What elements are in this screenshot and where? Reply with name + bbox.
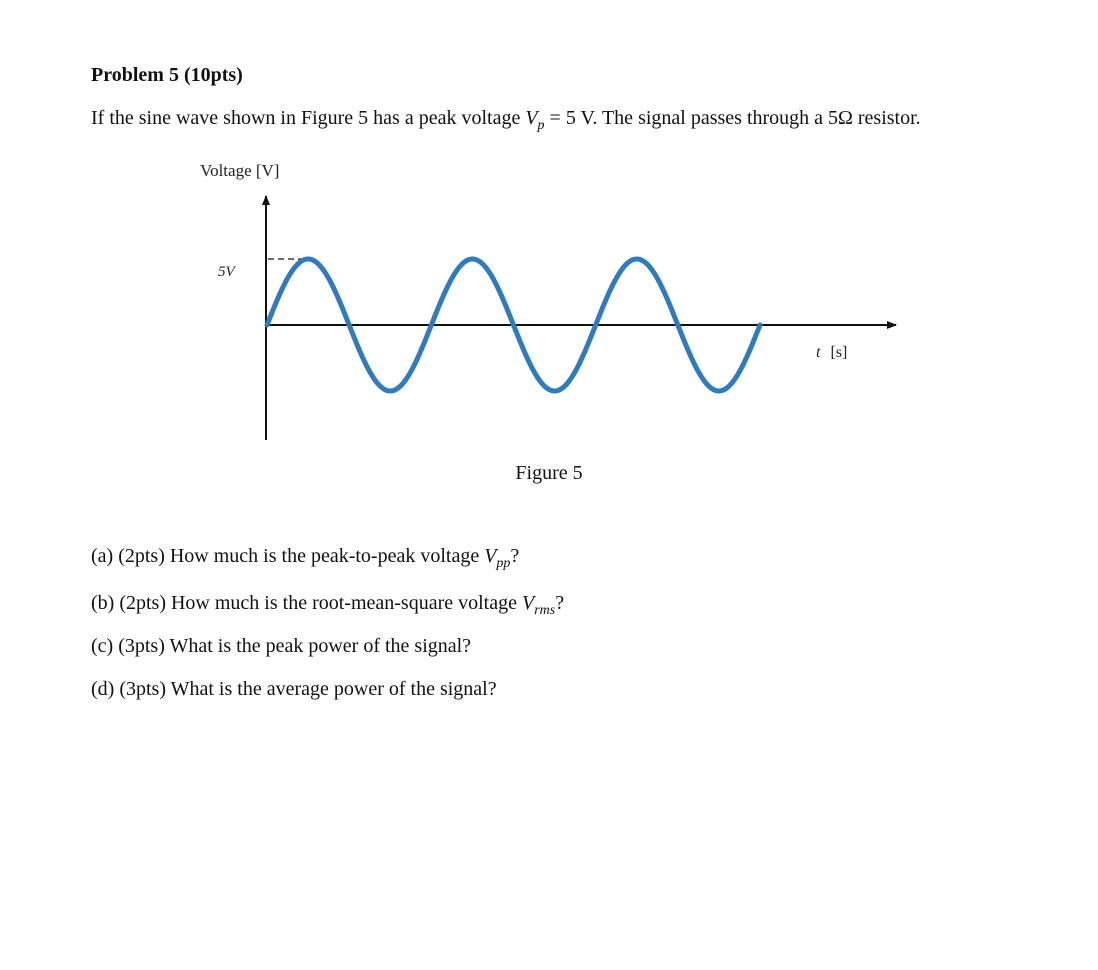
vpp-symbol: $V_{pp}$: [484, 545, 511, 571]
question-d: (d) (3pts) What is the average power of the signal?: [91, 678, 497, 700]
y-axis-label: Voltage [V]: [200, 161, 280, 180]
peak-voltage-symbol: $V_p$: [525, 107, 545, 133]
sine-wave-chart: [190, 150, 910, 460]
sine-wave-figure: [190, 150, 910, 460]
problem-title: Problem 5 (10pts): [91, 64, 243, 86]
y-tick-label-5v: 5V: [218, 264, 235, 280]
x-axis-variable: t: [816, 344, 821, 361]
problem-statement: [91, 107, 921, 134]
statement-text-before: If the sine wave shown in Figure 5 has a peak voltage: [91, 107, 526, 129]
statement-text-after: = 5 V. The signal passes through a 5Ω resistor.: [544, 107, 921, 129]
x-axis-unit: [s]: [830, 344, 848, 361]
figure-caption: Figure 5: [515, 462, 583, 484]
question-c: (c) (3pts) What is the peak power of the signal?: [91, 635, 472, 657]
vrms-symbol: $V_{rms}$: [522, 592, 556, 618]
question-b: (b) (2pts) How much is the root-mean-square voltage $V_{rms}$?: [91, 592, 565, 618]
question-a: (a) (2pts) How much is the peak-to-peak voltage $V_{pp}$?: [91, 545, 520, 571]
x-axis-label: [816, 344, 847, 361]
